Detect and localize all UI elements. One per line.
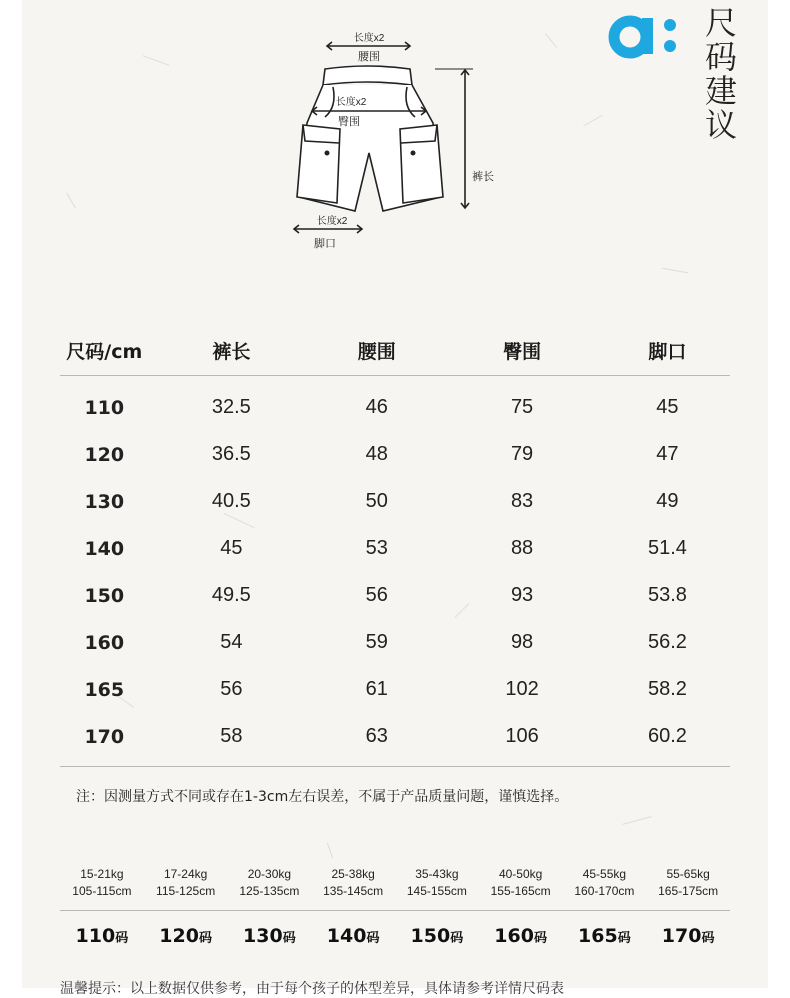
warm-tip: 温馨提示：以上数据仅供参考，由于每个孩子的体型差异，具体请参考详情尺码表 xyxy=(60,981,564,997)
cell-hip: 83 xyxy=(510,490,534,512)
cell-hem: 60.2 xyxy=(647,725,687,747)
table-row xyxy=(60,713,730,760)
cell-pants-length: 54 xyxy=(220,631,243,653)
table-header xyxy=(60,326,730,376)
hem-label: 脚口 xyxy=(314,238,336,250)
range-cell: 15-21kg 105-115cm xyxy=(72,867,132,898)
table-row xyxy=(60,619,730,666)
size-label: 165码 xyxy=(578,925,631,947)
cell-hip: 102 xyxy=(505,678,539,700)
cell-size: 110 xyxy=(84,396,125,419)
hip-label: 臀围 xyxy=(338,116,360,128)
size-label: 120码 xyxy=(159,925,212,947)
header-waist: 腰围 xyxy=(357,341,396,363)
brand-logo xyxy=(608,10,684,60)
size-label-row xyxy=(60,911,730,947)
cell-waist: 48 xyxy=(365,443,388,465)
cell-waist: 46 xyxy=(365,396,388,418)
cell-hem: 45 xyxy=(656,396,679,418)
header-size: 尺码/cm xyxy=(66,341,143,363)
brand-logo-bowl xyxy=(614,21,646,53)
cell-pants-length: 40.5 xyxy=(211,490,251,512)
hem-length-label: 长度x2 xyxy=(316,216,348,227)
title-char: 尺 xyxy=(704,4,737,42)
table-body xyxy=(60,376,730,760)
weight-height-row xyxy=(60,866,730,911)
size-label: 150码 xyxy=(410,925,464,947)
cell-hip: 79 xyxy=(510,443,534,465)
cell-size: 165 xyxy=(84,678,125,701)
cell-hem: 56.2 xyxy=(647,631,687,653)
range-cell: 45-55kg 160-170cm xyxy=(574,867,635,898)
cell-size: 150 xyxy=(84,584,125,607)
brand-logo-stem xyxy=(642,18,653,54)
range-cell: 20-30kg 125-135cm xyxy=(239,867,300,898)
cell-waist: 63 xyxy=(365,725,388,747)
cell-size: 140 xyxy=(84,537,125,560)
cell-hem: 47 xyxy=(656,443,679,465)
waist-label: 腰围 xyxy=(358,51,380,63)
cell-pants-length: 49.5 xyxy=(211,584,251,606)
table-row xyxy=(60,666,730,713)
cell-pants-length: 36.5 xyxy=(211,443,251,465)
table-row xyxy=(60,572,730,619)
cell-waist: 59 xyxy=(365,631,388,653)
title-char: 建 xyxy=(704,72,737,110)
cell-waist: 56 xyxy=(365,584,388,606)
cell-pants-length: 56 xyxy=(220,678,243,700)
range-cell: 35-43kg 145-155cm xyxy=(406,867,467,898)
size-label: 130码 xyxy=(243,925,296,947)
cell-hip: 98 xyxy=(510,631,534,653)
hip-length-label: 长度x2 xyxy=(335,97,367,108)
range-cell: 25-38kg 135-145cm xyxy=(323,867,384,898)
cell-hip: 106 xyxy=(505,725,539,747)
cell-hem: 53.8 xyxy=(647,584,687,606)
page-title xyxy=(703,6,739,142)
header-pants-length: 裤长 xyxy=(212,341,251,363)
cell-hip: 93 xyxy=(510,584,534,606)
range-cell: 17-24kg 115-125cm xyxy=(156,867,216,898)
cell-waist: 61 xyxy=(365,678,388,700)
pants-length-label: 裤长 xyxy=(472,171,494,183)
cell-size: 170 xyxy=(84,725,125,748)
measurement-note: 注：因测量方式不同或存在1-3cm左右误差，不属于产品质量问题，谨慎选择。 xyxy=(76,789,569,805)
range-cell: 55-65kg 165-175cm xyxy=(658,867,719,898)
cell-pants-length: 58 xyxy=(220,725,243,747)
table-row xyxy=(60,478,730,525)
table-row xyxy=(60,431,730,478)
header-hem: 脚口 xyxy=(648,341,687,363)
cell-pants-length: 45 xyxy=(220,537,243,559)
size-label: 160码 xyxy=(494,925,547,947)
range-cell: 40-50kg 155-165cm xyxy=(490,867,551,898)
size-label: 140码 xyxy=(326,925,380,947)
table-row xyxy=(60,525,730,572)
table-row xyxy=(60,384,730,431)
brand-logo-dot-top xyxy=(664,19,676,31)
cell-hem: 51.4 xyxy=(647,537,687,559)
title-char: 议 xyxy=(704,106,737,144)
size-label: 170码 xyxy=(661,925,715,947)
cell-hem: 49 xyxy=(656,490,679,512)
size-label: 110码 xyxy=(75,925,129,947)
cell-waist: 50 xyxy=(365,490,388,512)
cell-waist: 53 xyxy=(365,537,388,559)
title-char: 码 xyxy=(704,38,737,76)
cell-hip: 75 xyxy=(510,396,534,418)
cell-size: 120 xyxy=(84,443,125,466)
brand-logo-dot-bottom xyxy=(664,40,676,52)
header-hip: 臀围 xyxy=(503,341,542,363)
cell-size: 130 xyxy=(84,490,125,513)
size-recommendation-strip xyxy=(60,866,730,947)
cell-pants-length: 32.5 xyxy=(211,396,251,418)
cell-hip: 88 xyxy=(510,537,534,559)
shorts-measurement-diagram xyxy=(285,25,495,260)
cell-hem: 58.2 xyxy=(647,678,687,700)
cell-size: 160 xyxy=(84,631,125,654)
size-table xyxy=(60,326,730,767)
waist-length-label: 长度x2 xyxy=(353,33,385,44)
